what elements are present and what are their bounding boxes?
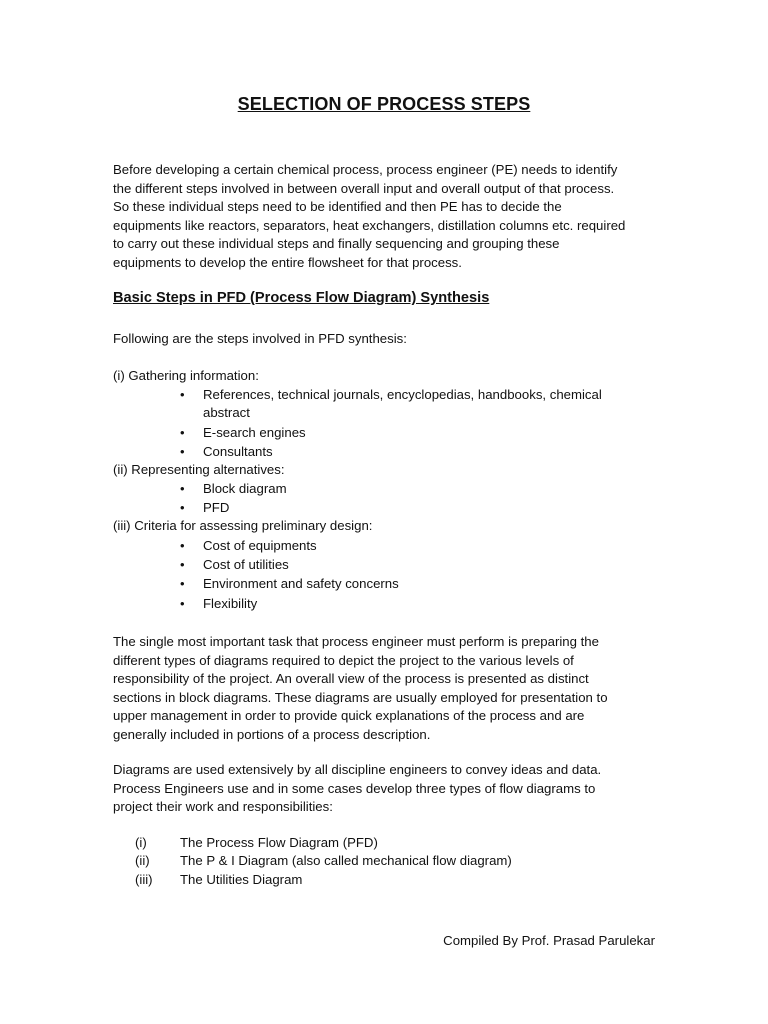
item-text: The P & I Diagram (also called mechanical flow diagram) [180,853,512,868]
bullet-text: Cost of equipments [203,538,317,553]
step-label-representing: (ii) Representing alternatives: [113,462,285,477]
paragraph-line: The single most important task that process engineer must perform is preparing the [113,634,599,649]
bullet-icon: • [180,444,185,459]
item-text: The Utilities Diagram [180,872,303,887]
paragraph-line: Diagrams are used extensively by all discipline engineers to convey ideas and data. [113,762,602,777]
paragraph-line: sections in block diagrams. These diagrams are usually employed for presentation to [113,689,608,705]
item-text: The Process Flow Diagram (PFD) [180,835,378,850]
intro-line: equipments like reactors, separators, heat exchangers, distillation columns etc. required [113,217,626,233]
bullet-icon: • [180,500,185,515]
intro-line: equipments to develop the entire flowsheet for that process. [113,254,462,270]
bullet-icon: • [180,387,185,402]
item-number: (i) [135,835,147,850]
bullet-text: Flexibility [203,596,258,611]
bullet-icon: • [180,425,185,440]
bullet-icon: • [180,538,185,553]
step-label-criteria: (iii) Criteria for assessing preliminary design: [113,518,373,533]
bullet-text: E-search engines [203,425,306,440]
intro-line: So these individual steps need to be identified and then PE has to decide the [113,199,562,215]
bullet-text: Block diagram [203,481,287,496]
body-paragraph [113,633,665,745]
bullet-icon: • [180,557,185,572]
intro-line: the different steps involved in between overall input and overall output of that process. [113,180,615,196]
bullet-text: Consultants [203,444,273,459]
bullet-icon: • [180,481,185,496]
paragraph-line: upper management in order to provide quick explanations of the process and are [113,708,585,724]
intro-line: Before developing a certain chemical process, process engineer (PE) needs to identify [113,162,618,177]
intro-line: to carry out these individual steps and finally sequencing and grouping these [113,236,560,252]
bullet-text: Cost of utilities [203,557,289,572]
section-heading: Basic Steps in PFD (Process Flow Diagram) Synthesis [113,290,490,306]
bullet-icon: • [180,596,185,611]
bullet-text: abstract [203,405,250,420]
body-paragraph [113,761,665,817]
bullet-icon: • [180,576,185,591]
paragraph-line: generally included in portions of a process description. [113,726,431,742]
bullet-text: References, technical journals, encyclopedias, handbooks, chemical [203,387,602,402]
bullet-text: PFD [203,500,230,515]
paragraph-line: Process Engineers use and in some cases develop three types of flow diagrams to [113,780,596,796]
steps-intro: Following are the steps involved in PFD synthesis: [113,331,407,346]
paragraph-line: project their work and responsibilities: [113,799,333,815]
footer-credit: Compiled By Prof. Prasad Parulekar [443,933,655,948]
bullet-text: Environment and safety concerns [203,576,399,591]
step-label-gathering: (i) Gathering information: [113,368,259,383]
page-title: SELECTION OF PROCESS STEPS [237,94,531,114]
item-number: (ii) [135,853,150,868]
intro-paragraph [113,161,665,273]
paragraph-line: different types of diagrams required to depict the project to the various levels of [113,652,574,668]
item-number: (iii) [135,872,153,887]
paragraph-line: responsibility of the project. An overall view of the process is presented as distinct [113,671,589,687]
